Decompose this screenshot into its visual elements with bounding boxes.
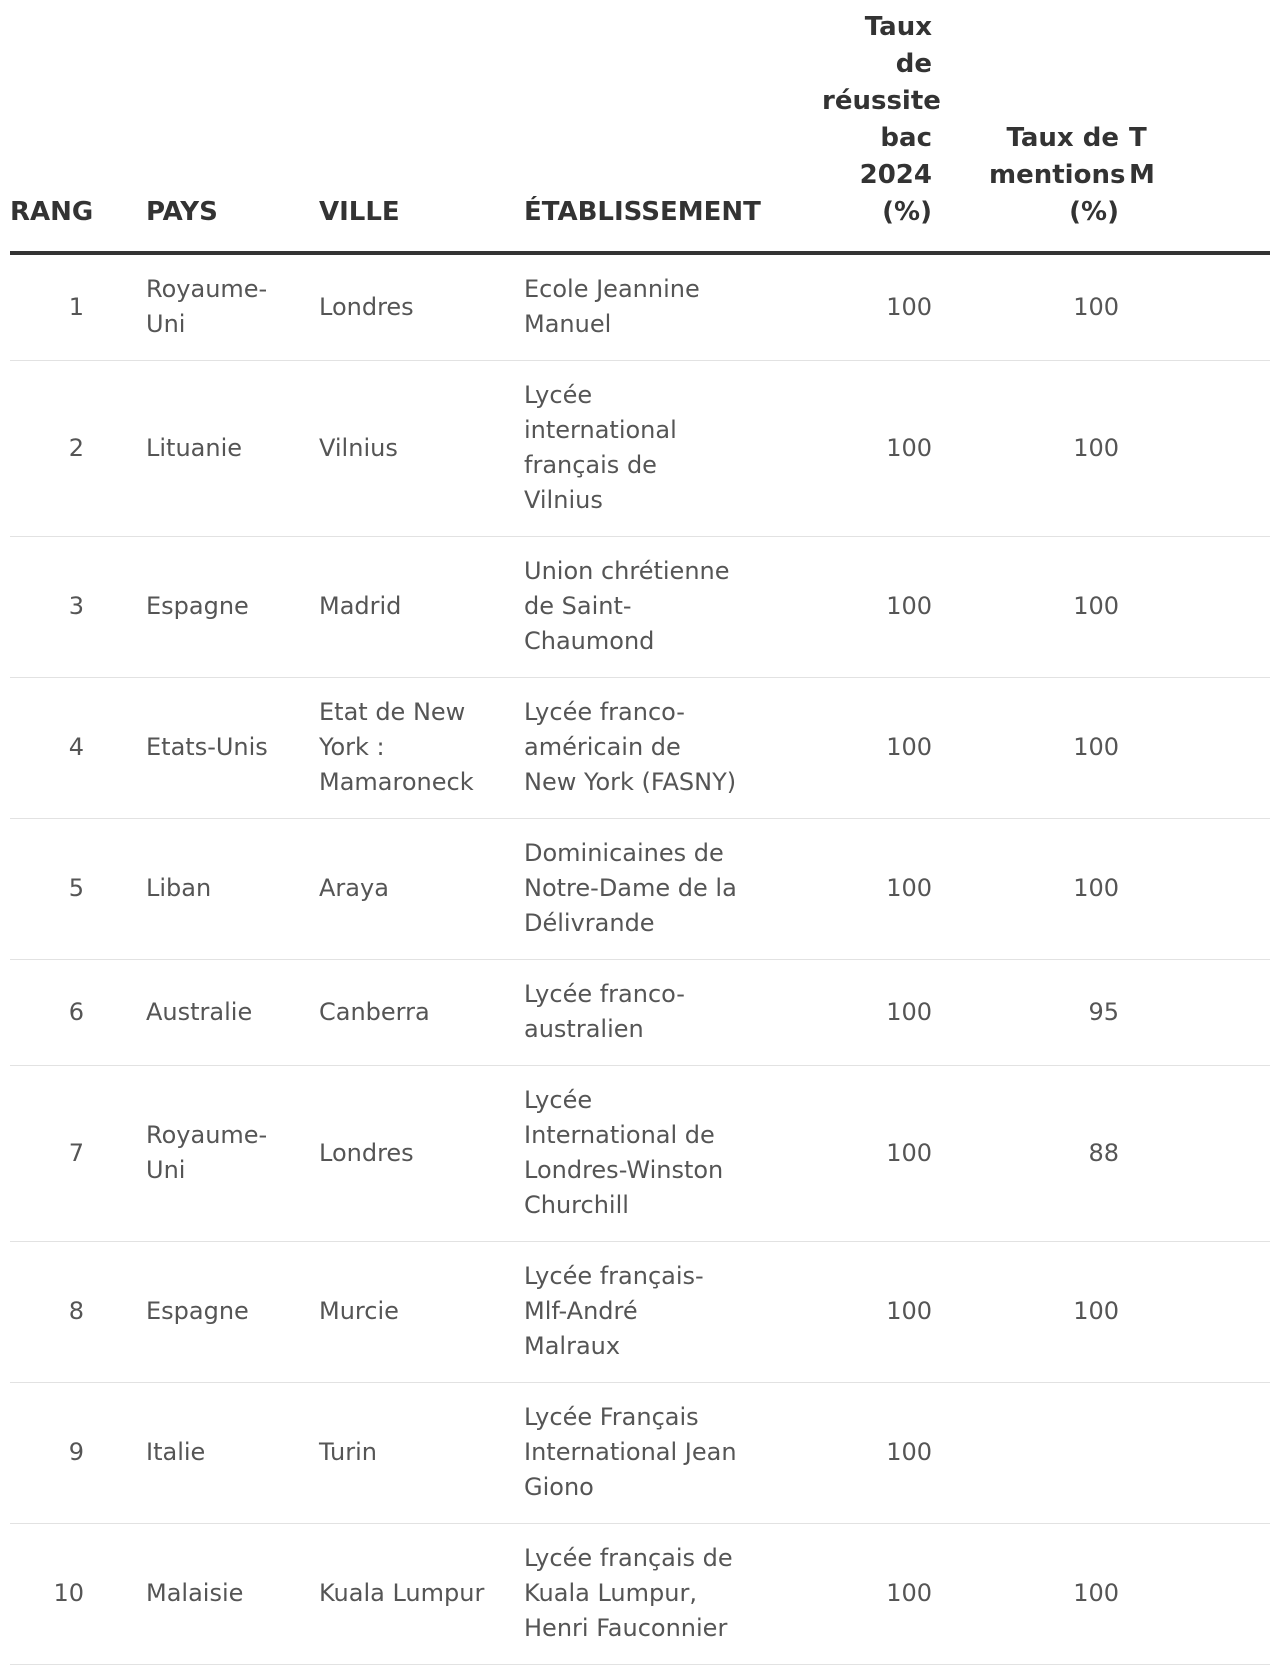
cell-etablissement: Lycée international français de Vilnius — [524, 361, 752, 537]
cell-taux-reussite: 100 — [752, 253, 932, 361]
cell-rang: 8 — [10, 1242, 146, 1383]
cell-rang: 3 — [10, 537, 146, 678]
cell-taux-reussite: 100 — [752, 1242, 932, 1383]
table-row-6 — [10, 960, 1270, 1066]
cell-ville: Canberra — [319, 960, 524, 1066]
cell-ville: Kuala Lumpur — [319, 1524, 524, 1665]
cell-pays: Malaisie — [146, 1524, 319, 1665]
table-body — [10, 253, 1270, 1665]
cell-taux-mentions: 100 — [932, 1242, 1119, 1383]
header-extra-label: T M — [1129, 123, 1155, 190]
cell-ville: Turin — [319, 1383, 524, 1524]
cell-rang: 7 — [10, 1066, 146, 1242]
cell-extra — [1119, 253, 1270, 361]
table-row-10 — [10, 1524, 1270, 1665]
header-ville[interactable]: VILLE — [319, 0, 524, 253]
cell-taux-reussite: 100 — [752, 678, 932, 819]
cell-taux-mentions: 95 — [932, 960, 1119, 1066]
header-rang[interactable]: RANG — [10, 0, 146, 253]
cell-ville: Londres — [319, 253, 524, 361]
cell-taux-reussite: 100 — [752, 819, 932, 960]
cell-taux-reussite: 100 — [752, 1066, 932, 1242]
cell-taux-mentions: 100 — [932, 819, 1119, 960]
cell-taux-mentions: 100 — [932, 253, 1119, 361]
cell-extra — [1119, 361, 1270, 537]
ranking-table-container — [10, 0, 1220, 1642]
cell-etablissement: Ecole Jeannine Manuel — [524, 253, 752, 361]
cell-taux-mentions: 88 — [932, 1066, 1119, 1242]
cell-extra — [1119, 1242, 1270, 1383]
cell-rang: 6 — [10, 960, 146, 1066]
cell-etablissement: Lycée franco-américain de New York (FASNY) — [524, 678, 752, 819]
cell-taux-mentions: 100 — [932, 678, 1119, 819]
header-pays[interactable]: PAYS — [146, 0, 319, 253]
cell-taux-reussite: 100 — [752, 361, 932, 537]
table-row-9 — [10, 1383, 1270, 1524]
cell-taux-reussite: 100 — [752, 1524, 932, 1665]
cell-taux-mentions: 100 — [932, 537, 1119, 678]
cell-etablissement: Lycée Français International Jean Giono — [524, 1383, 752, 1524]
cell-rang: 5 — [10, 819, 146, 960]
cell-pays: Etats-Unis — [146, 678, 319, 819]
cell-ville: Vilnius — [319, 361, 524, 537]
header-etablissement[interactable]: ÉTABLISSEMENT — [524, 0, 752, 253]
cell-rang: 1 — [10, 253, 146, 361]
cell-pays: Liban — [146, 819, 319, 960]
cell-extra — [1119, 678, 1270, 819]
table-row-8 — [10, 1242, 1270, 1383]
header-row — [10, 0, 1270, 253]
cell-pays: Espagne — [146, 537, 319, 678]
cell-etablissement: Lycée International de Londres-Winston Churchill — [524, 1066, 752, 1242]
table-row-4 — [10, 678, 1270, 819]
cell-extra — [1119, 537, 1270, 678]
header-taux-reussite-label: Taux de réussite bac 2024 (%) — [822, 12, 941, 227]
cell-pays: Royaume-Uni — [146, 1066, 319, 1242]
cell-pays: Australie — [146, 960, 319, 1066]
cell-extra — [1119, 1524, 1270, 1665]
cell-ville: Londres — [319, 1066, 524, 1242]
cell-etablissement: Lycée franco-australien — [524, 960, 752, 1066]
ranking-table — [10, 0, 1270, 1665]
table-row-5 — [10, 819, 1270, 960]
cell-taux-reussite: 100 — [752, 960, 932, 1066]
cell-pays: Espagne — [146, 1242, 319, 1383]
cell-ville: Araya — [319, 819, 524, 960]
cell-etablissement: Lycée français-Mlf-André Malraux — [524, 1242, 752, 1383]
cell-taux-reussite: 100 — [752, 537, 932, 678]
table-row-2 — [10, 361, 1270, 537]
cell-extra — [1119, 1066, 1270, 1242]
cell-etablissement: Union chrétienne de Saint-Chaumond — [524, 537, 752, 678]
cell-taux-mentions: 100 — [932, 1524, 1119, 1665]
table-row-3 — [10, 537, 1270, 678]
cell-extra — [1119, 1383, 1270, 1524]
cell-taux-mentions — [932, 1383, 1119, 1524]
cell-ville: Etat de New York : Mamaroneck — [319, 678, 524, 819]
cell-rang: 10 — [10, 1524, 146, 1665]
header-taux-reussite[interactable] — [752, 0, 941, 253]
cell-ville: Madrid — [319, 537, 524, 678]
table-row-1 — [10, 253, 1270, 361]
cell-etablissement: Dominicaines de Notre-Dame de la Délivrande — [524, 819, 752, 960]
cell-taux-mentions: 100 — [932, 361, 1119, 537]
header-extra-column[interactable] — [1119, 0, 1270, 253]
cell-pays: Lituanie — [146, 361, 319, 537]
cell-pays: Royaume-Uni — [146, 253, 319, 361]
cell-etablissement: Lycée français de Kuala Lumpur, Henri Fauconnier — [524, 1524, 752, 1665]
cell-taux-reussite: 100 — [752, 1383, 932, 1524]
cell-rang: 2 — [10, 361, 146, 537]
cell-rang: 9 — [10, 1383, 146, 1524]
table-header — [10, 0, 1270, 253]
header-taux-mentions[interactable] — [932, 0, 1126, 253]
cell-ville: Murcie — [319, 1242, 524, 1383]
table-row-7 — [10, 1066, 1270, 1242]
header-taux-mentions-label: Taux de mentions (%) — [989, 123, 1126, 227]
cell-extra — [1119, 960, 1270, 1066]
cell-pays: Italie — [146, 1383, 319, 1524]
cell-extra — [1119, 819, 1270, 960]
cell-rang: 4 — [10, 678, 146, 819]
